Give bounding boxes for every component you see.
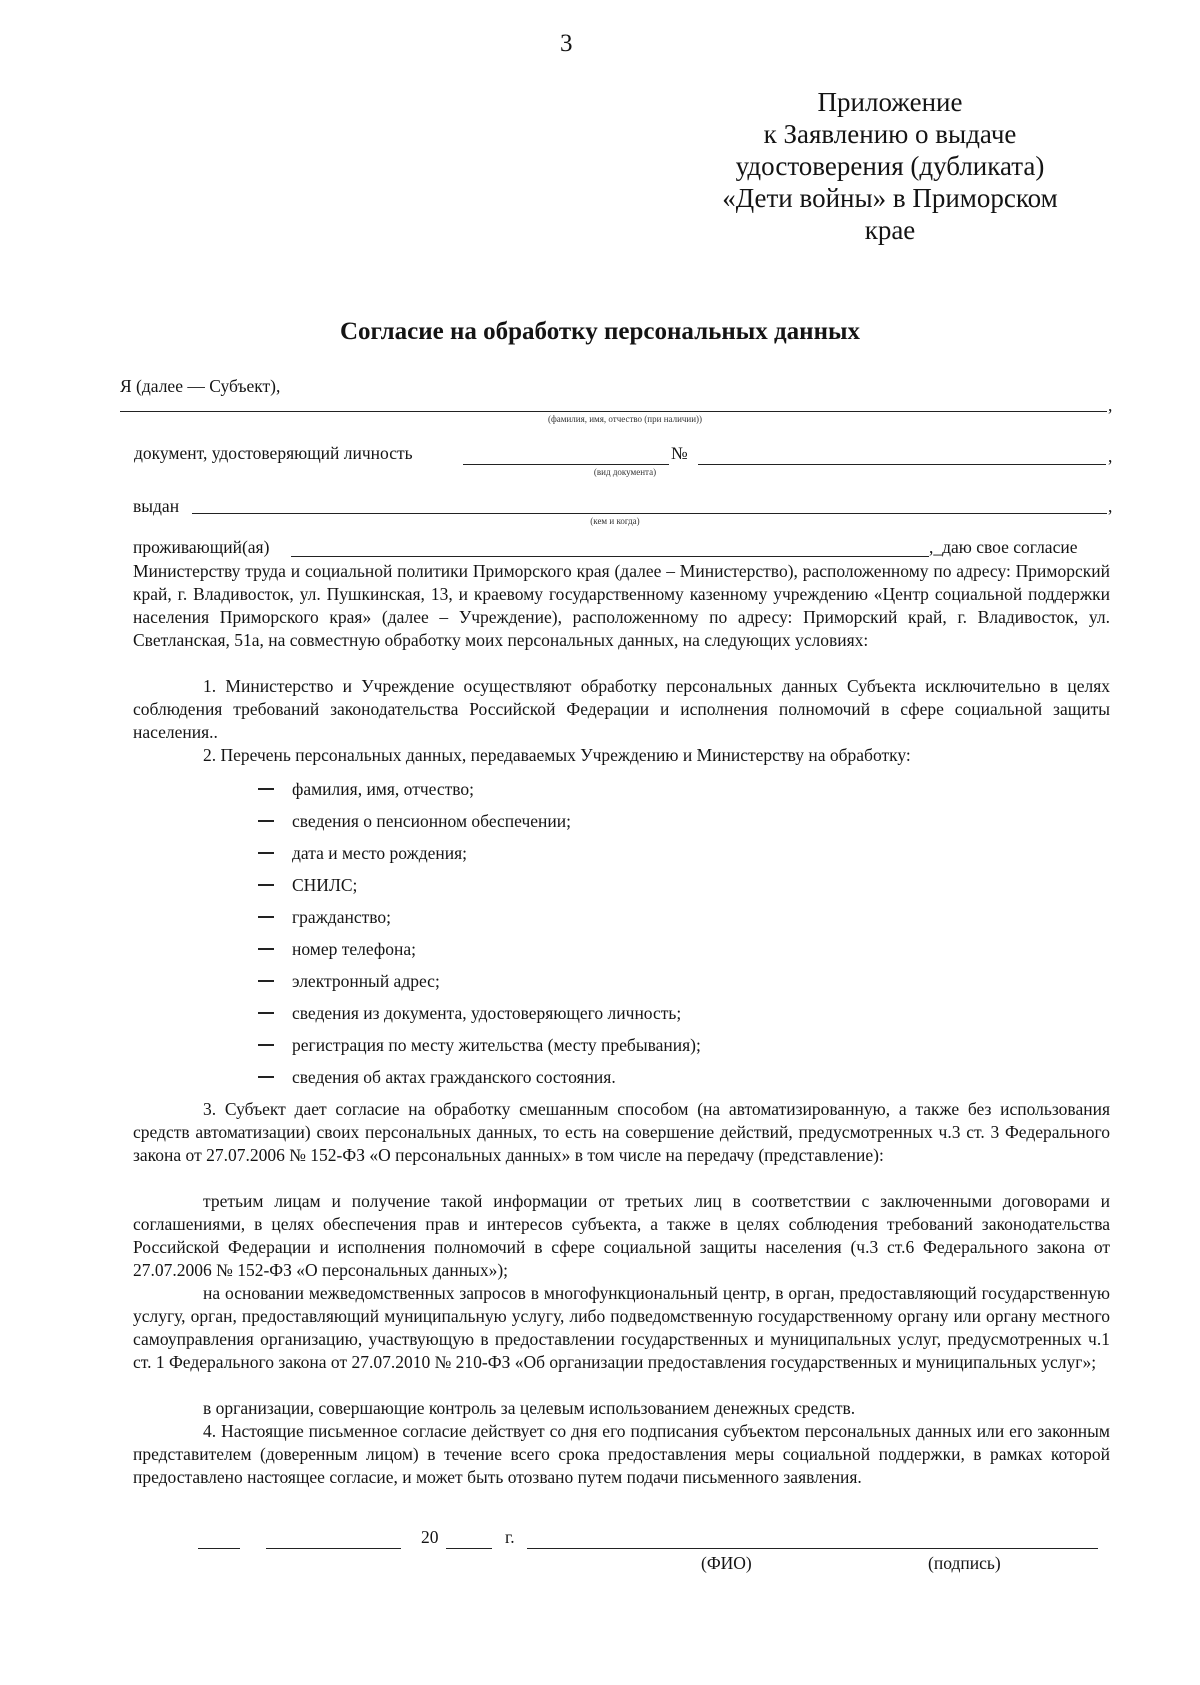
- dash-icon: [258, 980, 274, 982]
- clause-4: 4. Настоящие письменное согласие действует со дня его подписания субъектом персональных данных или его законным представителем (доверенным лицом) в течение всего срока предоставления меры социальной поддержки, в рамках которой предоставлено настоящее согласие, и может быть отозвано путем подачи письменного заявления.: [133, 1421, 1110, 1487]
- clause-3: 3. Субъект дает согласие на обработку смешанным способом (на автоматизированную, а также без использования средств автоматизации) своих персональных данных, то есть на совершение действий, предусмотренных ч.3 ст. 3 Федерального закона от 27.07.2006 № 152-ФЗ «О персональных данных» в том числе на передачу (представление):: [133, 1099, 1110, 1165]
- issued-caption: (кем и когда): [590, 516, 640, 526]
- day-field[interactable]: [198, 1548, 240, 1549]
- list-item: дата и место рождения;: [258, 843, 467, 864]
- fio-field[interactable]: [120, 411, 1107, 412]
- dash-icon: [258, 852, 274, 854]
- dash-icon: [258, 948, 274, 950]
- year-field[interactable]: [446, 1548, 492, 1549]
- dash-icon: [258, 788, 274, 790]
- residing-label: проживающий(ая): [133, 537, 270, 557]
- fio-sign-caption: (ФИО): [701, 1553, 752, 1573]
- appendix-line: крае: [864, 215, 916, 245]
- address-field[interactable]: [291, 556, 929, 557]
- fio-comma: ,: [1108, 395, 1113, 415]
- clause-3c: в организации, совершающие контроль за целевым использованием денежных средств.: [203, 1398, 856, 1418]
- document-title: Согласие на обработку персональных данных: [339, 318, 860, 345]
- dash-icon: [258, 1044, 274, 1046]
- appendix-line: Приложение: [817, 87, 963, 117]
- sign-caption: (подпись): [928, 1553, 1001, 1573]
- list-item: СНИЛС;: [258, 875, 357, 896]
- month-field[interactable]: [266, 1548, 401, 1549]
- number-sign: №: [671, 443, 688, 463]
- clause-2: 2. Перечень персональных данных, передаваемых Учреждению и Министерству на обработку:: [203, 745, 911, 765]
- clause-3b: на основании межведомственных запросов в многофункциональный центр, в орган, предоставляющий государственную услугу, орган, предоставляющий муниципальную услугу, либо подведомственную государственному органу или органу местного самоуправления организацию, участвующую в предоставлении государственных и муниципальных услуг, предусмотренных ч.1 ст. 1 Федерального закона от 27.07.2010 № 210-ФЗ «Об организации предоставления государственных и муниципальных услуг»;: [133, 1283, 1110, 1372]
- page-number: 3: [560, 30, 573, 57]
- doc-type-field[interactable]: [463, 464, 669, 465]
- issued-field[interactable]: [192, 513, 1107, 514]
- year-prefix: 20: [421, 1527, 439, 1547]
- clause-3a: третьим лицам и получение такой информации от третьих лиц в соответствии с заключенными договорами и соглашениями, в целях обеспечения прав и интересов субъекта, а также в целях соблюдения требований законодательства Российской Федерации и исполнения полномочий в сфере социальной защиты населения (ч.3 ст.6 Федерального закона от 27.07.2006 № 152-ФЗ «О персональных данных»);: [133, 1191, 1110, 1280]
- list-item: гражданство;: [258, 907, 391, 928]
- issued-comma: ,: [1108, 496, 1113, 516]
- list-item: электронный адрес;: [258, 971, 440, 992]
- doc-number-field[interactable]: [698, 464, 1106, 465]
- doc-label: документ, удостоверяющий личность: [134, 443, 413, 463]
- signature-field[interactable]: [527, 1548, 1098, 1549]
- clause-1: 1. Министерство и Учреждение осуществляют обработку персональных данных Субъекта исключительно в целях соблюдения требований законодательства Российской Федерации и исполнения полномочий в сфере социальной защиты населения..: [133, 676, 1110, 742]
- appendix-note: [680, 86, 1100, 246]
- subject-label: Я (далее — Субъект),: [120, 376, 281, 396]
- dash-icon: [258, 820, 274, 822]
- list-item: фамилия, имя, отчество;: [258, 779, 474, 800]
- list-item: сведения о пенсионном обеспечении;: [258, 811, 571, 832]
- appendix-line: к Заявлению о выдаче: [763, 119, 1017, 149]
- doc-caption: (вид документа): [593, 467, 657, 477]
- fio-caption: (фамилия, имя, отчество (при наличии)): [547, 414, 703, 424]
- year-suffix: г.: [505, 1527, 515, 1547]
- appendix-line: «Дети войны» в Приморском: [722, 183, 1058, 213]
- consent-tail: ,_даю свое согласие: [929, 537, 1078, 557]
- doc-comma: ,: [1108, 446, 1113, 466]
- list-item: номер телефона;: [258, 939, 416, 960]
- list-item: сведения об актах гражданского состояния.: [258, 1067, 616, 1088]
- dash-icon: [258, 1012, 274, 1014]
- dash-icon: [258, 916, 274, 918]
- list-item: сведения из документа, удостоверяющего личность;: [258, 1003, 681, 1024]
- list-item: регистрация по месту жительства (месту пребывания);: [258, 1035, 701, 1056]
- dash-icon: [258, 1076, 274, 1078]
- appendix-line: удостоверения (дубликата): [735, 151, 1045, 181]
- dash-icon: [258, 884, 274, 886]
- intro-paragraph: Министерству труда и социальной политики Приморского края (далее – Министерство), расположенному по адресу: Приморский край, г. Владивосток, ул. Пушкинская, 13, и краевому государственному казенному учреждению «Центр социальной поддержки населения Приморского края» (далее – Учреждение), расположенному по адресу: Приморский край, г. Владивосток, ул. Светланская, 51а, на совместную обработку моих персональных данных, на следующих условиях:: [133, 561, 1110, 650]
- issued-label: выдан: [133, 496, 180, 516]
